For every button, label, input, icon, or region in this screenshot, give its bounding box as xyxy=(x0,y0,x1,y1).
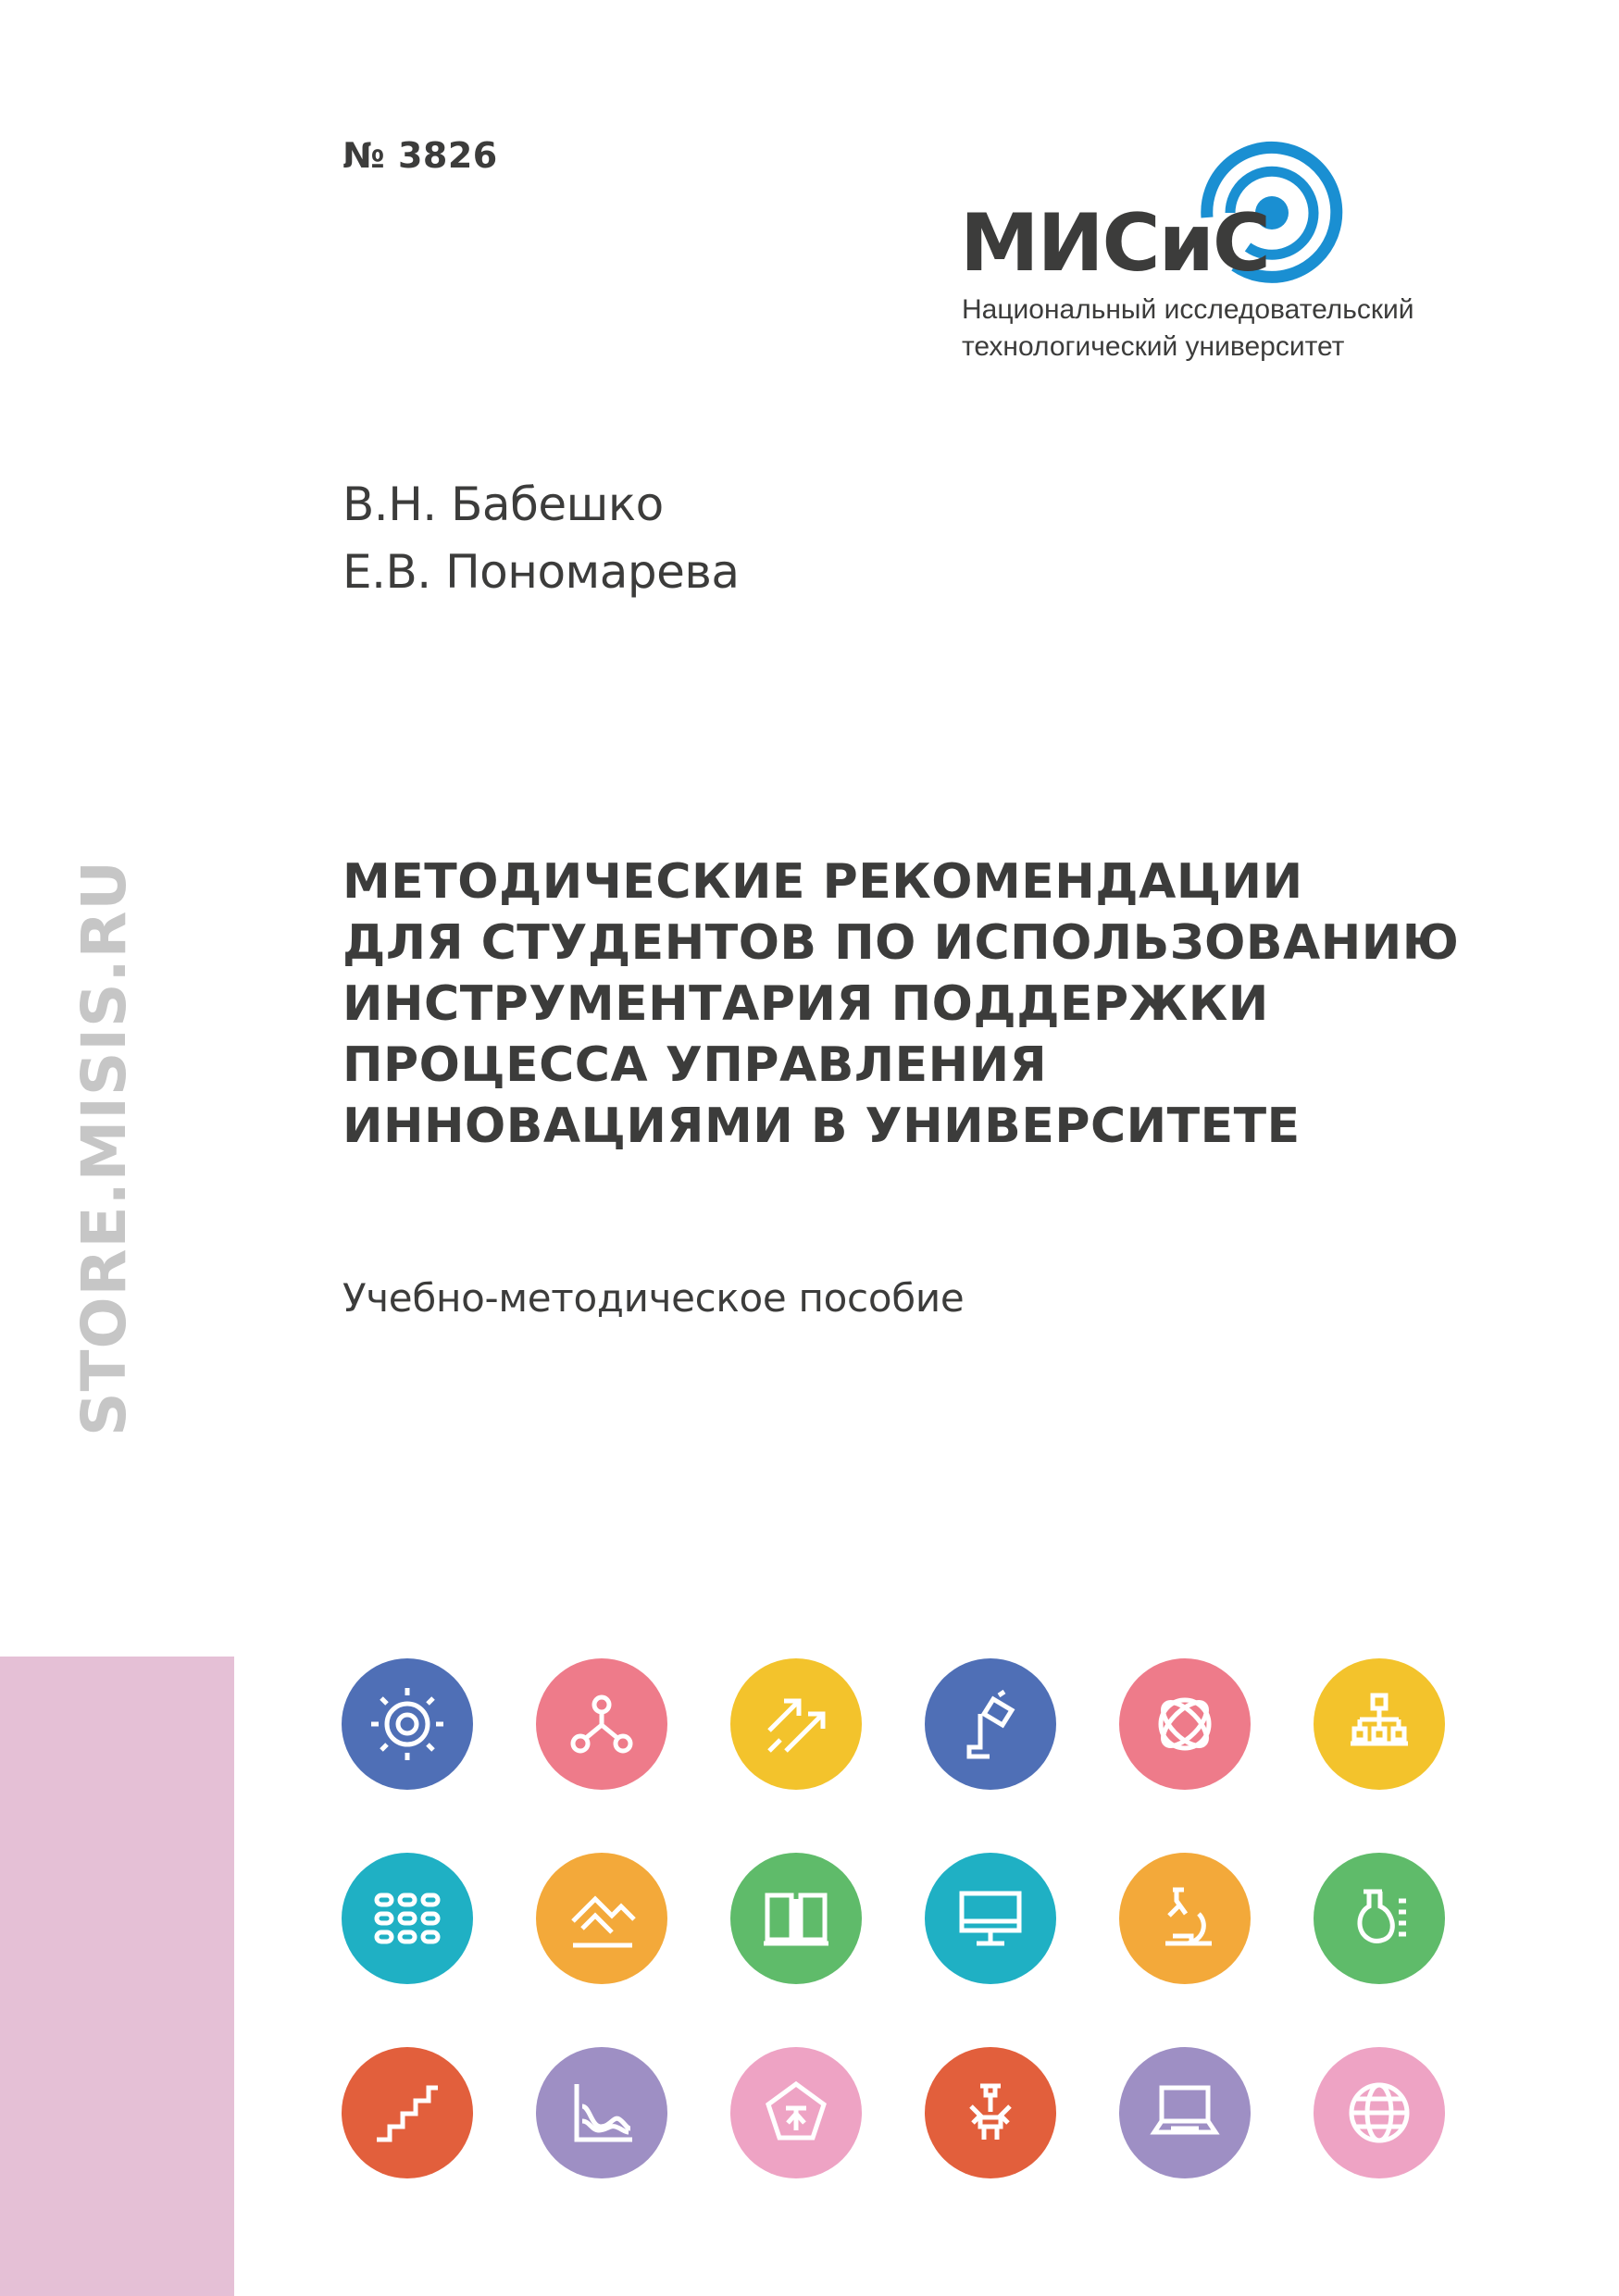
author-name: В.Н. Бабешко xyxy=(342,478,664,531)
university-logo xyxy=(953,125,1472,375)
microscope-icon xyxy=(1119,1853,1251,1984)
series-number: № 3826 xyxy=(342,135,498,176)
stairs-icon xyxy=(342,2047,473,2178)
title-line: ИННОВАЦИЯМИ В УНИВЕРСИТЕТЕ xyxy=(342,1098,1301,1154)
globe-icon xyxy=(1314,2047,1445,2178)
icon-circle xyxy=(342,1853,473,1984)
hammer-icon xyxy=(925,1658,1056,1790)
logo-subtitle-line: Национальный исследовательский xyxy=(962,294,1414,325)
book-icon xyxy=(730,1853,862,1984)
title-line: ДЛЯ СТУДЕНТОВ ПО ИСПОЛЬЗОВАНИЮ xyxy=(342,915,1460,971)
gears-figure-icon xyxy=(925,2047,1056,2178)
logo-name: МИСиС xyxy=(960,197,1270,290)
laptop-icon xyxy=(1119,2047,1251,2178)
hierarchy-icon xyxy=(1314,1658,1445,1790)
molecule-icon xyxy=(536,1658,667,1790)
icon-circle xyxy=(925,1658,1056,1790)
pentagon-icon xyxy=(730,2047,862,2178)
icon-circle xyxy=(536,1853,667,1984)
flask-icon xyxy=(1314,1853,1445,1984)
arrows-icon xyxy=(730,1658,862,1790)
atom-icon xyxy=(1119,1658,1251,1790)
mountains-icon xyxy=(536,1853,667,1984)
icon-circle xyxy=(925,2047,1056,2178)
icon-circle xyxy=(1314,1853,1445,1984)
book-subtitle: Учебно-методическое пособие xyxy=(342,1275,965,1321)
line-chart-icon xyxy=(536,2047,667,2178)
icon-circle xyxy=(1119,1853,1251,1984)
title-line: ИНСТРУМЕНТАРИЯ ПОДДЕРЖКИ xyxy=(342,976,1269,1032)
icon-circle xyxy=(925,1853,1056,1984)
icon-circle xyxy=(536,2047,667,2178)
grid-dots-icon xyxy=(342,1853,473,1984)
title-line: МЕТОДИЧЕСКИЕ РЕКОМЕНДАЦИИ xyxy=(342,854,1303,910)
logo-subtitle xyxy=(962,292,1480,366)
icon-circle xyxy=(342,1658,473,1790)
icon-circle xyxy=(1119,2047,1251,2178)
icon-circle xyxy=(1119,1658,1251,1790)
pink-band xyxy=(0,1657,234,2296)
logo-subtitle-line: технологический университет xyxy=(962,331,1345,362)
icon-circle xyxy=(730,1658,862,1790)
title-line: ПРОЦЕССА УПРАВЛЕНИЯ xyxy=(342,1037,1048,1093)
book-title xyxy=(342,851,1537,1157)
author-name: Е.В. Пономарева xyxy=(342,545,740,599)
gear-icon xyxy=(342,1658,473,1790)
monitor-icon xyxy=(925,1853,1056,1984)
store-site-text: STORE.MISIS.RU xyxy=(68,860,140,1436)
